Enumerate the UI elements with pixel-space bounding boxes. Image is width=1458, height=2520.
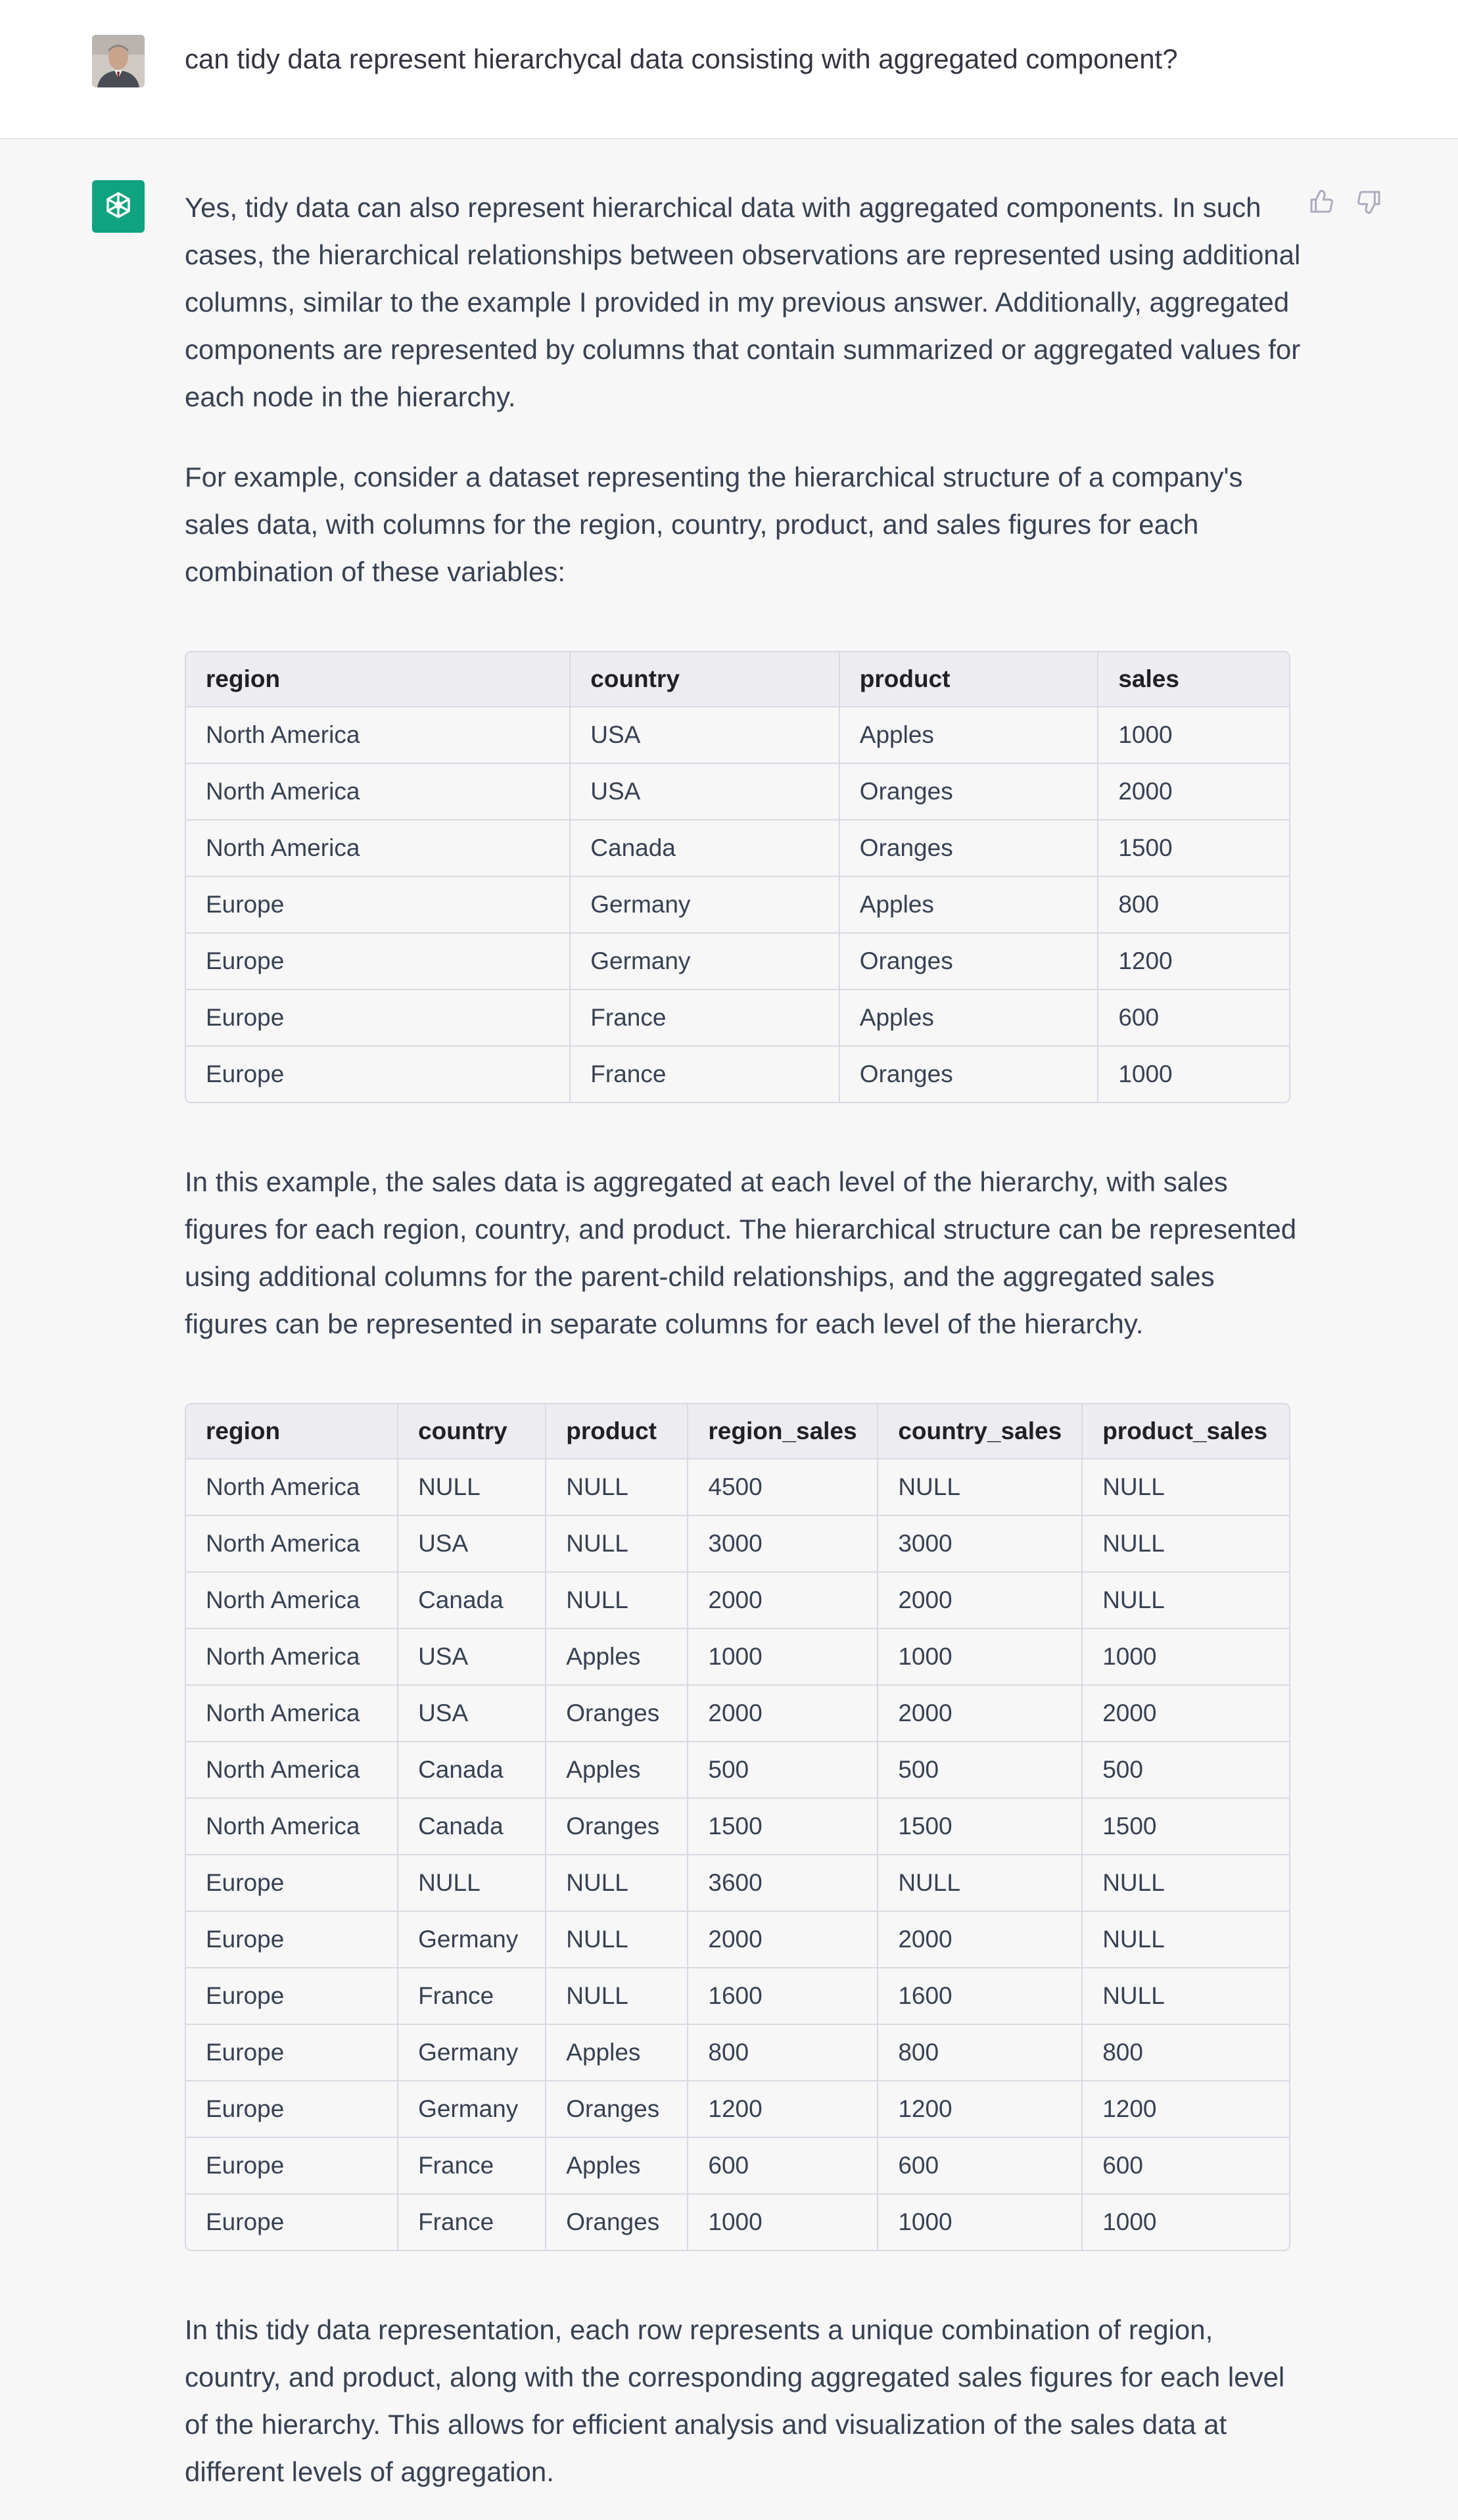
table-cell: Oranges: [546, 1686, 688, 1742]
table-row: [186, 1968, 1289, 2025]
table-cell: 4500: [688, 1460, 878, 1516]
table-cell: 1000: [1098, 707, 1289, 764]
table-cell: 500: [688, 1742, 878, 1799]
assistant-message-row: [78, 139, 1412, 2520]
table-cell: USA: [398, 1686, 546, 1742]
table-cell: 2000: [688, 1573, 878, 1629]
table-cell: 1200: [878, 2081, 1083, 2138]
table-cell: 500: [878, 1742, 1083, 1799]
table-row: [186, 707, 1289, 764]
table-cell: Europe: [186, 1912, 398, 1968]
table-cell: 2000: [1083, 1686, 1289, 1742]
table-cell: Germany: [571, 934, 840, 990]
table-cell: Europe: [186, 2025, 398, 2081]
table-cell: NULL: [546, 1968, 688, 2025]
table-cell: USA: [398, 1516, 546, 1573]
table-cell: NULL: [1083, 1912, 1289, 1968]
table-cell: Germany: [398, 1912, 546, 1968]
table-cell: 1200: [1098, 934, 1289, 990]
table-cell: NULL: [546, 1516, 688, 1573]
table-cell: 800: [1083, 2025, 1289, 2081]
table-cell: 2000: [688, 1912, 878, 1968]
table-cell: Oranges: [840, 764, 1099, 820]
table-cell: Europe: [186, 2138, 398, 2195]
table-cell: Europe: [186, 2081, 398, 2138]
table-cell: NULL: [398, 1460, 546, 1516]
assistant-paragraph: In this example, the sales data is aggregated at each level of the hierarchy, with sales figures for each region, country, and product. The hierarchical structure can be represented using additional columns for the parent-child relationships, and the aggregated sales figures can be represented in separate columns for each level of the hierarchy.: [185, 1166, 1297, 1339]
user-message-row: [0, 0, 1458, 139]
table-cell: Europe: [186, 877, 571, 934]
table-row: [186, 1686, 1289, 1742]
aggregated-sales-table: [185, 1403, 1290, 2251]
assistant-paragraph: For example, consider a dataset representing the hierarchical structure of a company's sales data, with columns for the region, country, product, and sales figures for each combination of these variables:: [185, 462, 1243, 587]
table-cell: 1500: [878, 1799, 1083, 1855]
table-cell: North America: [186, 1799, 398, 1855]
table-cell: Oranges: [546, 2195, 688, 2250]
table-cell: North America: [186, 1629, 398, 1686]
table-row: [186, 1047, 1289, 1102]
table-cell: Apples: [546, 1629, 688, 1686]
table-cell: 800: [688, 2025, 878, 2081]
table-row: [186, 1799, 1289, 1855]
table-header-cell: region_sales: [688, 1404, 878, 1460]
table-cell: NULL: [878, 1855, 1083, 1912]
table-cell: Europe: [186, 1855, 398, 1912]
table-header-cell: product: [546, 1404, 688, 1460]
table-row: [186, 764, 1289, 820]
table-cell: NULL: [1083, 1460, 1289, 1516]
table-cell: North America: [186, 820, 571, 877]
table-cell: North America: [186, 764, 571, 820]
table-cell: NULL: [1083, 1516, 1289, 1573]
table-cell: Apples: [840, 707, 1099, 764]
table-cell: France: [571, 990, 840, 1047]
table-cell: France: [398, 1968, 546, 2025]
table-cell: 1000: [688, 2195, 878, 2250]
table-row: [186, 1855, 1289, 1912]
assistant-message-content: [185, 184, 1368, 2496]
table-cell: 800: [1098, 877, 1289, 934]
table-cell: Germany: [398, 2025, 546, 2081]
table-header-row: [186, 1404, 1289, 1460]
table-row: [186, 2138, 1289, 2195]
table-cell: Europe: [186, 990, 571, 1047]
table-cell: 2000: [688, 1686, 878, 1742]
assistant-paragraph: Yes, tidy data can also represent hierarchical data with aggregated components. In such cases, the hierarchical relationships between observations are represented using additional columns, similar to the example I provided in my previous answer. Additionally, aggregated components are represented by columns that contain summarized or aggregated values for each node in the hierarchy.: [185, 192, 1301, 412]
table-header-cell: country: [571, 652, 840, 707]
table-cell: Oranges: [546, 2081, 688, 2138]
table-header-row: [186, 652, 1289, 707]
table-row: [186, 820, 1289, 877]
table-cell: 500: [1083, 1742, 1289, 1799]
table-cell: Oranges: [840, 934, 1099, 990]
table-cell: Oranges: [546, 1799, 688, 1855]
table-row: [186, 1573, 1289, 1629]
table-row: [186, 1460, 1289, 1516]
table-cell: 1600: [688, 1968, 878, 2025]
table-cell: 1600: [878, 1968, 1083, 2025]
table-cell: France: [571, 1047, 840, 1102]
table-cell: Europe: [186, 2195, 398, 2250]
table-cell: 2000: [878, 1686, 1083, 1742]
table-cell: France: [398, 2138, 546, 2195]
table-cell: 2000: [878, 1912, 1083, 1968]
table-cell: 1000: [878, 2195, 1083, 2250]
table-cell: 3600: [688, 1855, 878, 1912]
table-cell: 600: [878, 2138, 1083, 2195]
table-cell: 1000: [1083, 1629, 1289, 1686]
table-row: [186, 990, 1289, 1047]
table-cell: Germany: [571, 877, 840, 934]
table-header-cell: country: [398, 1404, 546, 1460]
table-header-cell: region: [186, 1404, 398, 1460]
table-cell: NULL: [546, 1912, 688, 1968]
table-cell: Canada: [571, 820, 840, 877]
table-row: [186, 934, 1289, 990]
table-cell: Oranges: [840, 820, 1099, 877]
table-cell: 1000: [878, 1629, 1083, 1686]
table-cell: Apples: [546, 1742, 688, 1799]
table-cell: Canada: [398, 1573, 546, 1629]
table-cell: 600: [1098, 990, 1289, 1047]
table-cell: 600: [1083, 2138, 1289, 2195]
table-cell: Europe: [186, 1968, 398, 2025]
table-row: [186, 877, 1289, 934]
table-cell: 1000: [1083, 2195, 1289, 2250]
table-cell: 3000: [878, 1516, 1083, 1573]
table-cell: NULL: [546, 1855, 688, 1912]
table-cell: Europe: [186, 934, 571, 990]
table-cell: 1200: [1083, 2081, 1289, 2138]
table-cell: 1000: [688, 1629, 878, 1686]
table-cell: Canada: [398, 1799, 546, 1855]
table-cell: North America: [186, 1686, 398, 1742]
user-message-text: can tidy data represent hierarchycal data consisting with aggregated component?: [185, 43, 1178, 74]
table-row: [186, 2195, 1289, 2250]
table-cell: NULL: [398, 1855, 546, 1912]
table-cell: Apples: [546, 2025, 688, 2081]
table-cell: 2000: [1098, 764, 1289, 820]
assistant-paragraph: In this tidy data representation, each row represents a unique combination of region, country, and product, along with the corresponding aggregated sales figures for each level of the hierarchy. This allows for efficient analysis and visualization of the sales data at different levels of aggregation.: [185, 2314, 1285, 2487]
table-cell: France: [398, 2195, 546, 2250]
table-cell: Canada: [398, 1742, 546, 1799]
sales-table: [185, 651, 1290, 1103]
table-cell: Apples: [840, 877, 1099, 934]
table-cell: Apples: [840, 990, 1099, 1047]
table-row: [186, 1742, 1289, 1799]
table-row: [186, 2081, 1289, 2138]
table-cell: NULL: [546, 1460, 688, 1516]
table-cell: NULL: [1083, 1573, 1289, 1629]
table-row: [186, 1629, 1289, 1686]
table-row: [186, 2025, 1289, 2081]
table-header-cell: product_sales: [1083, 1404, 1289, 1460]
table-cell: NULL: [1083, 1968, 1289, 2025]
table-header-cell: country_sales: [878, 1404, 1083, 1460]
table-cell: 1500: [688, 1799, 878, 1855]
table-cell: 1200: [688, 2081, 878, 2138]
table-cell: 1500: [1098, 820, 1289, 877]
user-avatar: [92, 35, 145, 87]
table-cell: Oranges: [840, 1047, 1099, 1102]
table-row: [186, 1516, 1289, 1573]
table-cell: North America: [186, 1460, 398, 1516]
table-cell: Apples: [546, 2138, 688, 2195]
table-cell: 3000: [688, 1516, 878, 1573]
table-cell: NULL: [546, 1573, 688, 1629]
table-cell: 2000: [878, 1573, 1083, 1629]
table-cell: 800: [878, 2025, 1083, 2081]
table-cell: North America: [186, 707, 571, 764]
table-cell: North America: [186, 1742, 398, 1799]
table-cell: NULL: [878, 1460, 1083, 1516]
table-cell: USA: [398, 1629, 546, 1686]
openai-logo-icon: [92, 180, 145, 233]
table-header-cell: product: [840, 652, 1099, 707]
table-cell: 600: [688, 2138, 878, 2195]
table-cell: North America: [186, 1573, 398, 1629]
table-cell: North America: [186, 1516, 398, 1573]
table-header-cell: region: [186, 652, 571, 707]
table-cell: NULL: [1083, 1855, 1289, 1912]
table-cell: 1000: [1098, 1047, 1289, 1102]
table-cell: USA: [571, 764, 840, 820]
table-cell: Europe: [186, 1047, 571, 1102]
table-row: [186, 1912, 1289, 1968]
table-header-cell: sales: [1098, 652, 1289, 707]
table-cell: Germany: [398, 2081, 546, 2138]
table-cell: USA: [571, 707, 840, 764]
table-cell: 1500: [1083, 1799, 1289, 1855]
